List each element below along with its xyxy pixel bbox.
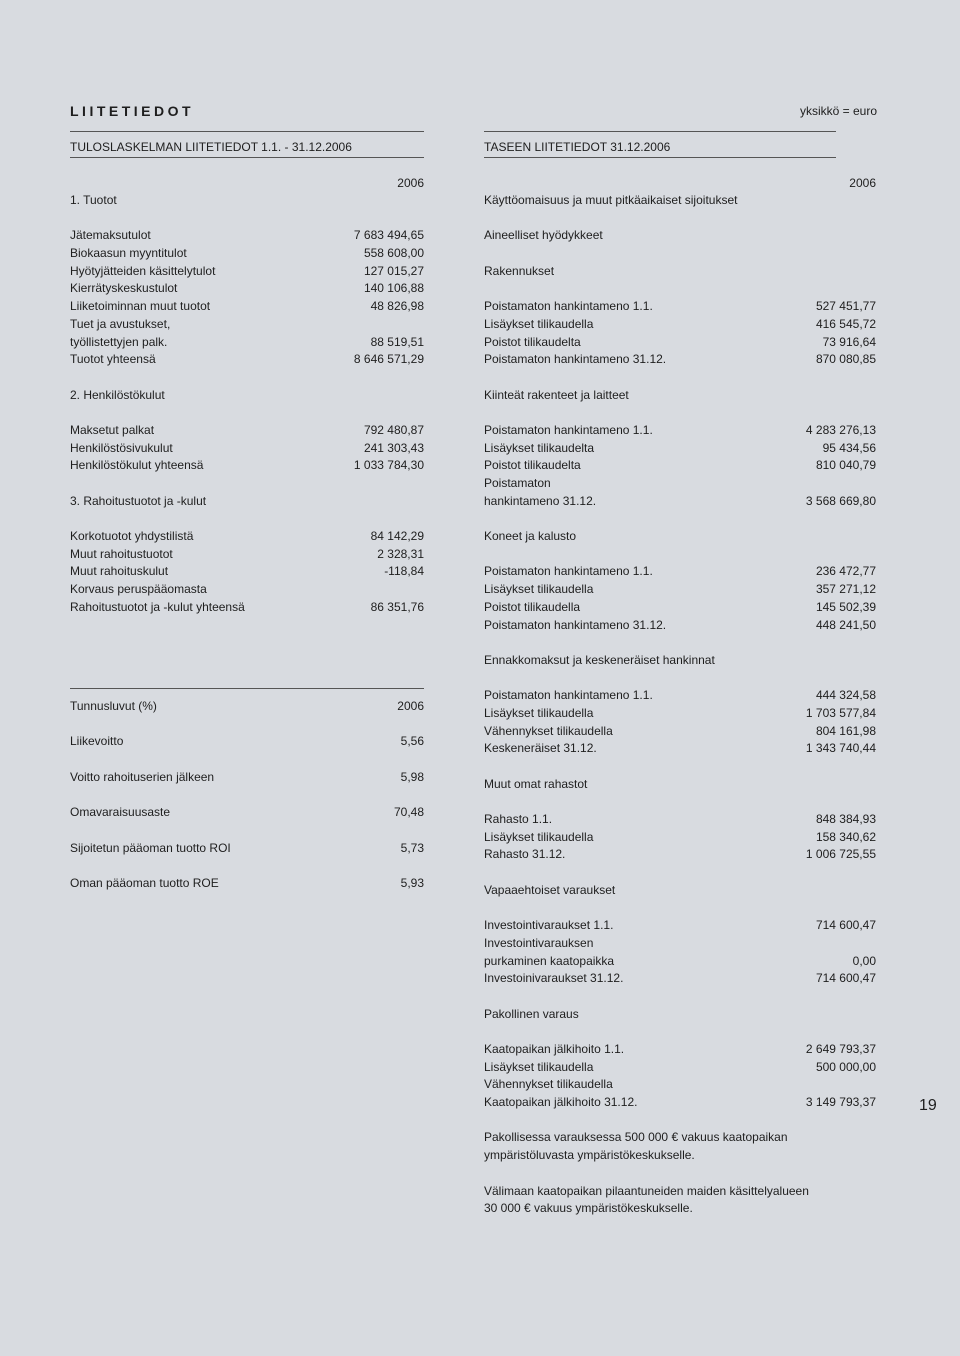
tuotot-value: 8 646 571,29	[353, 352, 424, 367]
kpi-value: 70,48	[393, 805, 424, 820]
right-year-header: 2006	[849, 176, 876, 190]
vapaaehtoiset-row	[484, 953, 876, 971]
note-pakollinen-line2: ympäristöluvasta ympäristökeskukselle.	[484, 1148, 695, 1163]
pakollinen-row	[484, 1076, 876, 1094]
left-year-header: 2006	[397, 176, 424, 190]
koneet-label: Lisäykset tilikaudella	[484, 582, 594, 597]
subsection-ennakkomaksut: Ennakkomaksut ja keskeneräiset hankinnat	[484, 652, 715, 667]
tuotot-value: 48 826,98	[370, 299, 424, 314]
henkilostokulut-label: Henkilöstökulut yhteensä	[70, 458, 204, 473]
income-statement-notes	[70, 192, 424, 617]
vapaaehtoiset-label: Investoinivaraukset 31.12.	[484, 971, 624, 986]
rakennukset-label: Poistamaton hankintameno 1.1.	[484, 299, 653, 314]
ennakkomaksut-value: 804 161,98	[815, 723, 876, 738]
rahoitus-label: Korkotuotot yhdystilistä	[70, 529, 194, 544]
tuotot-value: 7 683 494,65	[353, 228, 424, 243]
vapaaehtoiset-value: 714 600,47	[815, 918, 876, 933]
section-title-rahoitus: 3. Rahoitustuotot ja -kulut	[70, 493, 207, 508]
note-valimaa-line1: Välimaan kaatopaikan pilaantuneiden maiden käsittelyalueen	[484, 1183, 809, 1198]
rahoitus-label: Muut rahoitustuotot	[70, 546, 173, 561]
kiinteat-row	[484, 422, 876, 440]
henkilostokulut-row	[70, 422, 424, 440]
pakollinen-label: Lisäykset tilikaudella	[484, 1059, 594, 1074]
ennakkomaksut-row	[484, 723, 876, 741]
vapaaehtoiset-row	[484, 935, 876, 953]
note-valimaa-line2: 30 000 € vakuus ympäristökeskukselle.	[484, 1201, 693, 1216]
koneet-value: 357 271,12	[815, 582, 876, 597]
rahastot-row	[484, 811, 876, 829]
tuotot-row	[70, 245, 424, 263]
kpi-table	[70, 698, 424, 910]
tuotot-label: Biokaasun myyntitulot	[70, 246, 187, 261]
koneet-row	[484, 599, 876, 617]
rahastot-value: 848 384,93	[815, 812, 876, 827]
left-section-heading: TULOSLASKELMAN LIITETIEDOT 1.1. - 31.12.2006	[70, 140, 352, 154]
kpi-row	[70, 804, 424, 839]
tuotot-label: Jätemaksutulot	[70, 228, 151, 243]
rahoitus-row	[70, 599, 424, 617]
kiinteat-label: Poistot tilikaudelta	[484, 458, 581, 473]
rahastot-label: Lisäykset tilikaudella	[484, 829, 594, 844]
note-pakollinen-line1: Pakollisessa varauksessa 500 000 € vakuus kaatopaikan	[484, 1130, 788, 1145]
ennakkomaksut-value: 1 703 577,84	[805, 705, 876, 720]
rakennukset-label: Poistamaton hankintameno 31.12.	[484, 352, 667, 367]
right-top-rule	[484, 131, 836, 132]
koneet-value: 236 472,77	[815, 564, 876, 579]
pakollinen-row	[484, 1041, 876, 1059]
kiinteat-value: 95 434,56	[822, 440, 876, 455]
section-title-henkilostokulut: 2. Henkilöstökulut	[70, 387, 165, 402]
kpi-row	[70, 875, 424, 910]
rahoitus-value: 86 351,76	[370, 599, 424, 614]
subsection-aineelliset: Aineelliset hyödykkeet	[484, 228, 603, 243]
henkilostokulut-value: 792 480,87	[363, 422, 424, 437]
rakennukset-value: 527 451,77	[815, 299, 876, 314]
rakennukset-label: Lisäykset tilikaudella	[484, 316, 594, 331]
ennakkomaksut-label: Poistamaton hankintameno 1.1.	[484, 688, 653, 703]
tuotot-row	[70, 263, 424, 281]
pakollinen-label: Kaatopaikan jälkihoito 31.12.	[484, 1095, 638, 1110]
pakollinen-label: Kaatopaikan jälkihoito 1.1.	[484, 1042, 625, 1056]
tuotot-value: 88 519,51	[370, 334, 424, 349]
kpi-label: Voitto rahoituserien jälkeen	[70, 769, 215, 784]
kpi-label: Sijoitetun pääoman tuotto ROI	[70, 840, 231, 855]
kpi-label: Liikevoitto	[70, 734, 124, 749]
rahastot-value: 1 006 725,55	[805, 847, 876, 862]
koneet-row	[484, 563, 876, 581]
kiinteat-row	[484, 493, 876, 511]
rakennukset-row	[484, 316, 876, 334]
kiinteat-label: Lisäykset tilikaudelta	[484, 440, 595, 455]
rahoitus-label: Rahoitustuotot ja -kulut yhteensä	[70, 599, 245, 614]
kpi-label: Oman pääoman tuotto ROE	[70, 875, 219, 890]
kiinteat-label: hankintameno 31.12.	[484, 493, 597, 508]
rakennukset-row	[484, 298, 876, 316]
rahoitus-row	[70, 563, 424, 581]
subsection-rakennukset: Rakennukset	[484, 263, 555, 278]
ennakkomaksut-row	[484, 740, 876, 758]
henkilostokulut-row	[70, 457, 424, 475]
kiinteat-value: 4 283 276,13	[805, 422, 876, 437]
koneet-value: 448 241,50	[815, 617, 876, 632]
rahoitus-value: 2 328,31	[377, 546, 424, 561]
rakennukset-row	[484, 351, 876, 369]
subsection-rahastot: Muut omat rahastot	[484, 776, 588, 791]
ennakkomaksut-label: Keskeneräiset 31.12.	[484, 741, 597, 756]
tuotot-label: Liiketoiminnan muut tuotot	[70, 299, 211, 314]
pakollinen-value: 3 149 793,37	[805, 1095, 876, 1110]
tuotot-label: Hyötyjätteiden käsittelytulot	[70, 263, 216, 278]
ennakkomaksut-row	[484, 705, 876, 723]
rakennukset-value: 73 916,64	[822, 334, 876, 349]
tuotot-value: 127 015,27	[363, 263, 424, 278]
kiinteat-row	[484, 475, 876, 493]
page-title: LIITETIEDOT	[70, 103, 195, 119]
rahastot-label: Rahasto 31.12.	[484, 847, 566, 862]
tuotot-label: työllistettyjen palk.	[70, 334, 168, 349]
kpi-value: 5,56	[400, 734, 424, 749]
koneet-label: Poistamaton hankintameno 1.1.	[484, 564, 653, 579]
balance-sheet-notes	[484, 192, 876, 1218]
ennakkomaksut-value: 1 343 740,44	[805, 741, 876, 756]
tuotot-row	[70, 298, 424, 316]
rahoitus-row	[70, 546, 424, 564]
kiinteat-label: Poistamaton	[484, 476, 551, 490]
left-heading-rule	[70, 157, 424, 158]
intro-line: Käyttöomaisuus ja muut pitkäaikaiset sijoitukset	[484, 193, 738, 207]
henkilostokulut-value: 241 303,43	[363, 440, 424, 455]
ennakkomaksut-value: 444 324,58	[815, 688, 876, 703]
rahoitus-label: Muut rahoituskulut	[70, 564, 169, 579]
pakollinen-value: 500 000,00	[815, 1059, 876, 1074]
henkilostokulut-label: Henkilöstösivukulut	[70, 440, 173, 455]
vapaaehtoiset-value: 714 600,47	[815, 971, 876, 986]
rakennukset-row	[484, 334, 876, 352]
kpi-row	[70, 733, 424, 768]
page-number: 19	[919, 1097, 937, 1114]
henkilostokulut-row	[70, 440, 424, 458]
right-heading-rule	[484, 157, 836, 158]
rahastot-row	[484, 829, 876, 847]
tuotot-row	[70, 316, 424, 334]
subsection-vapaaehtoiset: Vapaaehtoiset varaukset	[484, 882, 616, 897]
rahoitus-row	[70, 528, 424, 546]
koneet-row	[484, 581, 876, 599]
ennakkomaksut-label: Lisäykset tilikaudella	[484, 705, 594, 720]
rahastot-label: Rahasto 1.1.	[484, 812, 553, 827]
kpi-label: Omavaraisuusaste	[70, 805, 171, 820]
pakollinen-row	[484, 1059, 876, 1077]
tuotot-row	[70, 280, 424, 298]
ennakkomaksut-row	[484, 687, 876, 705]
vapaaehtoiset-row	[484, 970, 876, 988]
pakollinen-row	[484, 1094, 876, 1112]
kiinteat-row	[484, 440, 876, 458]
unit-note: yksikkö = euro	[799, 104, 877, 118]
subsection-kiinteat: Kiinteät rakenteet ja laitteet	[484, 387, 629, 402]
left-top-rule	[70, 131, 424, 132]
koneet-row	[484, 617, 876, 635]
rahoitus-value: -118,84	[384, 564, 424, 579]
rahastot-row	[484, 846, 876, 864]
koneet-label: Poistamaton hankintameno 31.12.	[484, 617, 667, 632]
subsection-koneet: Koneet ja kalusto	[484, 529, 577, 544]
right-section-heading: TASEEN LIITETIEDOT 31.12.2006	[484, 140, 671, 154]
vapaaehtoiset-label: Investointivarauksen	[484, 935, 594, 950]
rakennukset-value: 416 545,72	[815, 316, 876, 331]
henkilostokulut-value: 1 033 784,30	[353, 458, 424, 473]
kpi-top-rule	[70, 688, 424, 689]
kpi-value: 5,98	[400, 769, 424, 784]
vapaaehtoiset-row	[484, 917, 876, 935]
tuotot-label: Tuet ja avustukset,	[70, 316, 171, 331]
rakennukset-value: 870 080,85	[815, 352, 876, 367]
kpi-row	[70, 840, 424, 875]
subsection-pakollinen: Pakollinen varaus	[484, 1006, 579, 1021]
tuotot-row	[70, 334, 424, 352]
pakollinen-value: 2 649 793,37	[805, 1042, 876, 1056]
tuotot-label: Kierrätyskeskustulot	[70, 281, 178, 296]
section-title-tuotot: 1. Tuotot	[70, 193, 117, 207]
pakollinen-label: Vähennykset tilikaudella	[484, 1077, 613, 1092]
tuotot-row	[70, 351, 424, 369]
vapaaehtoiset-label: purkaminen kaatopaikka	[484, 953, 615, 968]
rahoitus-value: 84 142,29	[370, 529, 424, 544]
tuotot-row	[70, 227, 424, 245]
ennakkomaksut-label: Vähennykset tilikaudella	[484, 723, 613, 738]
kpi-value: 5,93	[400, 875, 424, 890]
kiinteat-label: Poistamaton hankintameno 1.1.	[484, 422, 653, 437]
kpi-header: Tunnusluvut (%) 2006	[70, 699, 424, 713]
kpi-row	[70, 769, 424, 804]
vapaaehtoiset-value: 0,00	[852, 953, 876, 968]
rahastot-value: 158 340,62	[815, 829, 876, 844]
kiinteat-row	[484, 457, 876, 475]
tuotot-label: Tuotot yhteensä	[70, 352, 156, 367]
koneet-value: 145 502,39	[815, 599, 876, 614]
kpi-value: 5,73	[400, 840, 424, 855]
vapaaehtoiset-label: Investointivaraukset 1.1.	[484, 918, 614, 933]
koneet-label: Poistot tilikaudella	[484, 599, 581, 614]
rahoitus-row	[70, 581, 424, 599]
rakennukset-label: Poistot tilikaudelta	[484, 334, 581, 349]
rahoitus-label: Korvaus peruspääomasta	[70, 582, 207, 597]
kiinteat-value: 810 040,79	[815, 458, 876, 473]
tuotot-value: 140 106,88	[363, 281, 424, 296]
tuotot-value: 558 608,00	[363, 246, 424, 261]
kiinteat-value: 3 568 669,80	[805, 493, 876, 508]
henkilostokulut-label: Maksetut palkat	[70, 422, 155, 437]
